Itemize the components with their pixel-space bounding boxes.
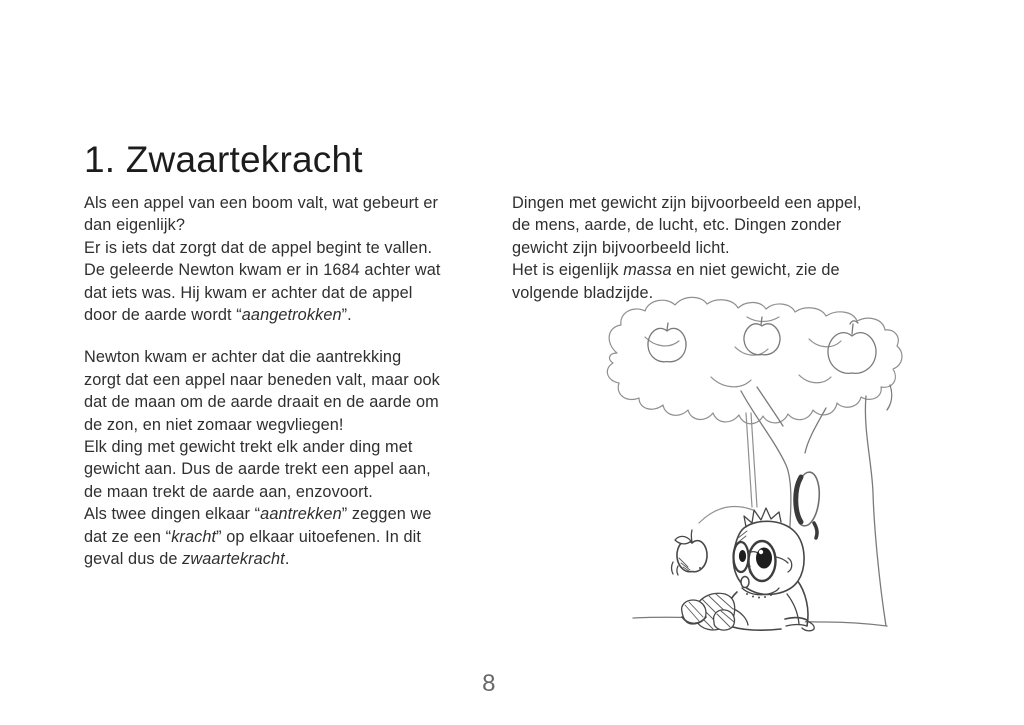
text-run: geval dus de [84,550,183,569]
text-run: dat iets was. Hij kwam er achter dat de appel [84,283,413,302]
eye-pupil-large [756,548,772,569]
text-run: De geleerde Newton kwam er in 1684 achter wat [84,261,441,280]
paragraph-newton-attraction [84,346,496,570]
knothole [792,471,822,538]
apple-leaf [675,536,691,544]
hanging-apple-3 [828,321,876,373]
baby-shoe-right [714,610,735,630]
text-run: de mens, aarde, de lucht, etc. Dingen zonder [512,216,842,235]
baby-mouth [741,577,749,588]
text-run: dan eigenlijk? [84,216,185,235]
text-run: ”. [341,306,352,325]
text-run: . [284,550,290,569]
text-run: aangetrokken [241,306,342,325]
text-run: dat ze een “ [84,527,172,546]
text-run: ” op elkaar uitoefenen. In dit [216,527,421,546]
page-number: 8 [482,670,496,697]
paragraph-things-with-weight [512,192,924,304]
text-run: dat de maan om de aarde draait en de aarde om [84,393,439,412]
apple-tree-drawing [595,295,935,660]
text-run: aantrekken [260,505,342,524]
text-run: zwaartekracht [182,550,285,569]
text-run: Elk ding met gewicht trekt elk ander ding met [84,438,413,457]
apple-tree-illustration [595,295,935,660]
tree-canopy [607,297,902,423]
hanging-apple-1 [648,323,686,362]
text-run: Er is iets dat zorgt dat de appel begint te vallen. [84,238,433,257]
motion-marks [672,562,679,575]
text-run: de maan trekt de aarde aan, enzovoort. [84,482,373,501]
swing-rope [746,413,757,507]
text-run: en niet gewicht, zie de [671,261,840,280]
baby-character [682,508,815,632]
text-run: Als twee dingen elkaar “ [84,505,261,524]
page-title: 1. Zwaartekracht [84,138,363,180]
eye-pupil-small [739,550,746,562]
text-run: gewicht zijn bijvoorbeeld licht. [512,238,730,257]
text-run: Dingen met gewicht zijn bijvoorbeeld een appel, [512,194,862,212]
text-run: Als een appel van een boom valt, wat gebeurt er [84,194,439,212]
text-run: gewicht aan. Dus de aarde trekt een appel aan, [84,460,431,479]
text-run: Newton kwam er achter dat die aantrekking [84,348,402,367]
text-run: volgende bladzijde. [512,283,654,302]
text-run: Het is eigenlijk [512,261,624,280]
text-run: massa [623,261,672,280]
text-run: zorgt dat een appel naar beneden valt, maar ook [84,370,440,389]
hanging-apple-2 [744,317,780,355]
text-run: kracht [171,527,217,546]
text-run: ” zeggen we [341,505,432,524]
text-run: door de aarde wordt “ [84,306,242,325]
text-run: de zon, en niet zomaar wegvliegen! [84,415,344,434]
baby-shoe-left [682,600,706,624]
paragraph-apple-falls [84,192,496,326]
left-text-column [84,192,496,591]
